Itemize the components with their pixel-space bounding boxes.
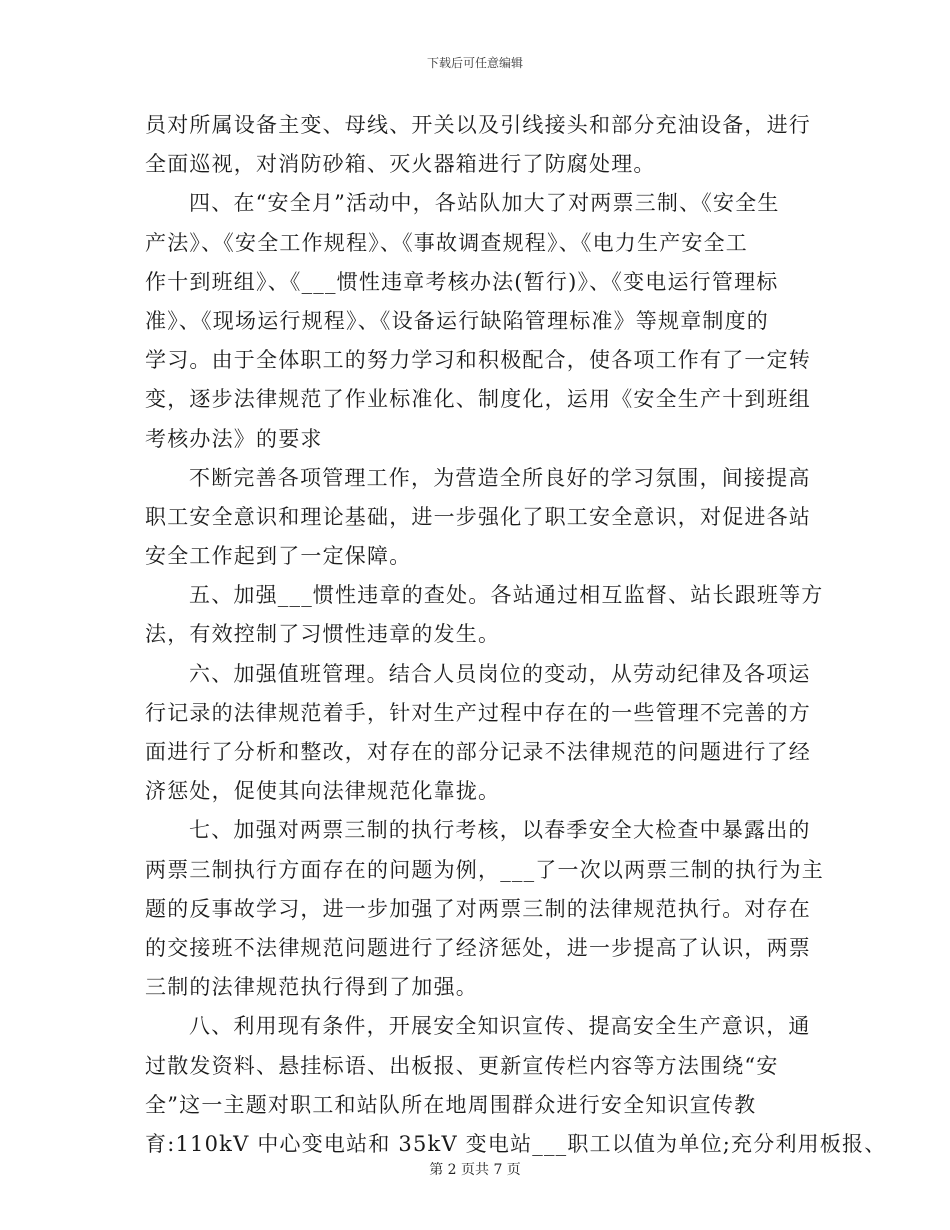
page-header: 下载后可任意编辑 xyxy=(426,56,523,70)
document-body xyxy=(145,106,887,1164)
text-line: 题的反事故学习，进一步加强了对两票三制的法律规范执行。对存在 xyxy=(145,896,811,921)
text-line: 产法》、《安全工作规程》、《事故调查规程》、《电力生产安全工 xyxy=(145,230,748,255)
text-line: 变，逐步法律规范了作业标准化、制度化，运用《安全生产十到班组 xyxy=(145,387,811,412)
text-line: 作十到班组》、《___惯性违章考核办法(暂行)》、《变电运行管理标 xyxy=(145,269,779,294)
text-line: 全”这一主题对职工和站队所在地周围群众进行安全知识宣传教 xyxy=(145,1092,757,1117)
text-line: 过散发资料、悬挂标语、出板报、更新宣传栏内容等方法围绕“安 xyxy=(145,1053,779,1078)
text-line: 法，有效控制了习惯性违章的发生。 xyxy=(145,622,501,647)
text-line: 学习。由于全体职工的努力学习和积极配合，使各项工作有了一定转 xyxy=(145,348,811,373)
text-line: 育:110kV 中心变电站和 35kV 变电站___职工以值为单位;充分利用板报、 xyxy=(145,1131,887,1156)
text-line: 员对所属设备主变、母线、开关以及引线接头和部分充油设备，进行 xyxy=(145,113,811,137)
text-line: 行记录的法律规范着手，针对生产过程中存在的一些管理不完善的方 xyxy=(145,700,811,725)
text-line: 全面巡视，对消防砂箱、灭火器箱进行了防腐处理。 xyxy=(145,152,656,177)
text-line: 三制的法律规范执行得到了加强。 xyxy=(145,975,478,1000)
text-line: 四、在“安全月”活动中，各站队加大了对两票三制、《安全生 xyxy=(189,191,780,216)
text-line: 八、利用现有条件，开展安全知识宣传、提高安全生产意识，通 xyxy=(189,1014,811,1039)
text-line: 七、加强对两票三制的执行考核，以春季安全大检查中暴露出的 xyxy=(189,818,811,843)
text-line: 不断完善各项管理工作，为营造全所良好的学习氛围，间接提高 xyxy=(189,465,811,490)
text-line: 考核办法》的要求 xyxy=(145,426,323,451)
text-line: 的交接班不法律规范问题进行了经济惩处，进一步提高了认识，两票 xyxy=(145,935,811,960)
text-line: 职工安全意识和理论基础，进一步强化了职工安全意识，对促进各站 xyxy=(145,504,811,529)
text-line: 安全工作起到了一定保障。 xyxy=(145,544,412,569)
text-line: 面进行了分析和整改，对存在的部分记录不法律规范的问题进行了经 xyxy=(145,740,811,764)
page-number: 第 2 页共 7 页 xyxy=(429,1162,521,1178)
text-line: 六、加强值班管理。结合人员岗位的变动，从劳动纪律及各项运 xyxy=(189,661,811,686)
text-line: 济惩处，促使其向法律规范化靠拢。 xyxy=(145,779,501,804)
text-line: 五、加强___惯性违章的查处。各站通过相互监督、站长跟班等方 xyxy=(189,583,824,608)
text-line: 两票三制执行方面存在的问题为例，___了一次以两票三制的执行为主 xyxy=(145,857,824,882)
text-line: 准》、《现场运行规程》、《设备运行缺陷管理标准》等规章制度的 xyxy=(145,308,769,333)
